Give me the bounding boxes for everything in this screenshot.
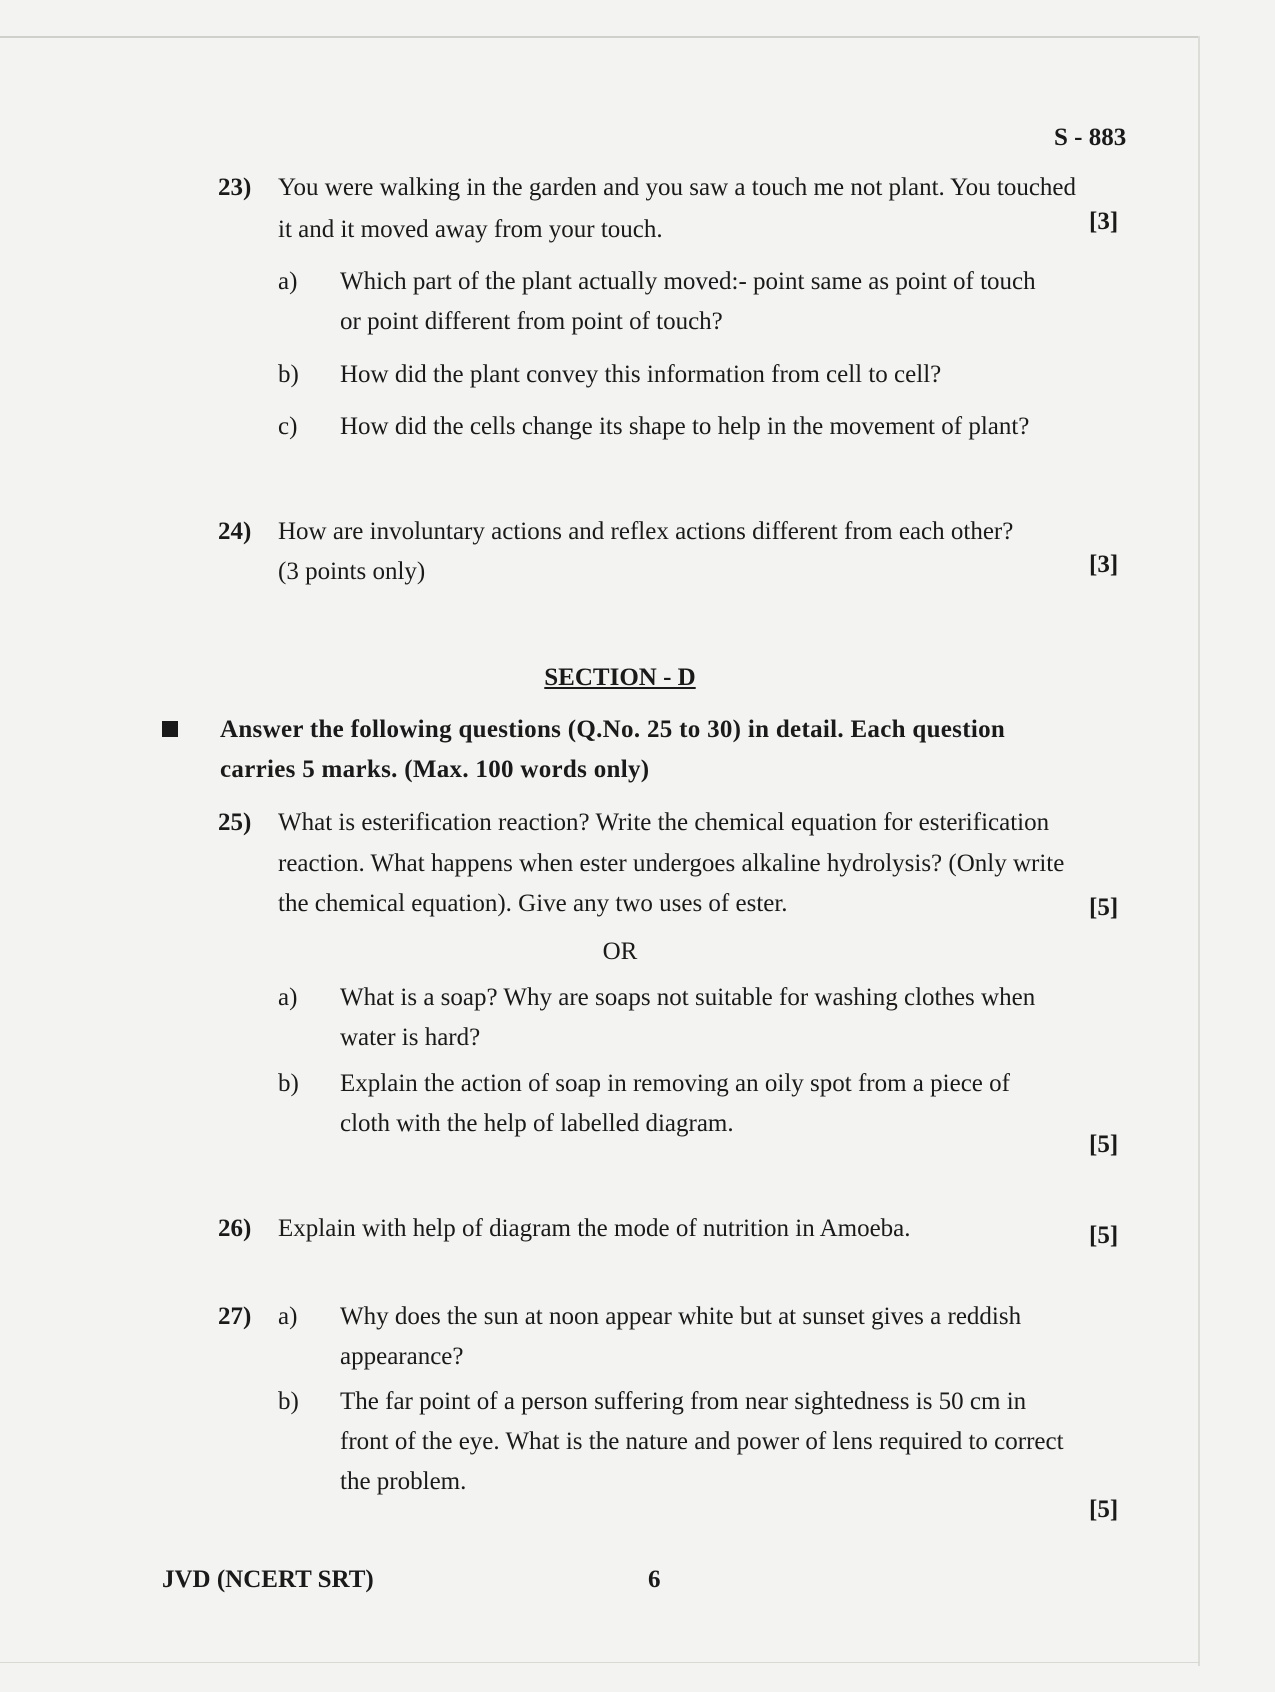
square-bullet-icon	[162, 721, 178, 737]
q25a-line2: water is hard?	[340, 1024, 481, 1051]
q27b-line1: The far point of a person suffering from near sightedness is 50 cm in	[340, 1388, 1027, 1415]
q25-marks: [5]	[1089, 894, 1119, 921]
q25-or-marks: [5]	[1089, 1131, 1119, 1158]
section-instructions-line2: carries 5 marks. (Max. 100 words only)	[220, 756, 650, 783]
q25a-line1: What is a soap? Why are soaps not suitable for washing clothes when	[340, 984, 1036, 1011]
q23c-label: c)	[278, 413, 298, 440]
q23a-line1: Which part of the plant actually moved:- point same as point of touch	[340, 268, 1036, 295]
q23-line1: You were walking in the garden and you saw a touch me not plant. You touched	[278, 174, 1077, 201]
q26-marks: [5]	[1089, 1222, 1119, 1249]
q25-line2: reaction. What happens when ester undergoes alkaline hydrolysis? (Only write	[278, 850, 1065, 877]
q25-number: 25)	[218, 809, 252, 836]
sheet-edge-right	[1198, 36, 1200, 1666]
q25b-line2: cloth with the help of labelled diagram.	[340, 1110, 734, 1137]
q25-line3: the chemical equation). Give any two uses of ester.	[278, 890, 788, 917]
q24-line2: (3 points only)	[278, 558, 426, 585]
footer-code: JVD (NCERT SRT)	[162, 1566, 374, 1593]
q23c-text: How did the cells change its shape to help in the movement of plant?	[340, 413, 1030, 440]
q25b-line1: Explain the action of soap in removing an oily spot from a piece of	[340, 1070, 1010, 1097]
q23a-line2: or point different from point of touch?	[340, 308, 723, 335]
q24-line1: How are involuntary actions and reflex actions different from each other?	[278, 518, 1014, 545]
q24-number: 24)	[218, 518, 252, 545]
q23b-text: How did the plant convey this information from cell to cell?	[340, 361, 942, 388]
q25-or: OR	[602, 938, 638, 965]
sheet-edge-top	[0, 36, 1200, 38]
q25a-label: a)	[278, 984, 298, 1011]
q27b-label: b)	[278, 1388, 299, 1415]
q26-text: Explain with help of diagram the mode of nutrition in Amoeba.	[278, 1215, 911, 1242]
q26-number: 26)	[218, 1215, 252, 1242]
q27-marks: [5]	[1089, 1496, 1119, 1523]
q27b-line2: front of the eye. What is the nature and power of lens required to correct	[340, 1428, 1064, 1455]
q27a-label: a)	[278, 1303, 298, 1330]
q24-marks: [3]	[1089, 551, 1119, 578]
q25b-label: b)	[278, 1070, 299, 1097]
section-title: SECTION - D	[544, 664, 696, 691]
q23a-label: a)	[278, 268, 298, 295]
q23b-label: b)	[278, 361, 299, 388]
paper-code: S - 883	[1054, 124, 1127, 151]
q25-line1: What is esterification reaction? Write the chemical equation for esterification	[278, 809, 1050, 836]
q27b-line3: the problem.	[340, 1468, 467, 1495]
section-instructions-line1: Answer the following questions (Q.No. 25 to 30) in detail. Each question	[220, 716, 1006, 743]
page-number: 6	[648, 1566, 661, 1593]
q27-number: 27)	[218, 1303, 252, 1330]
q23-number: 23)	[218, 174, 252, 201]
q23-line2: it and it moved away from your touch.	[278, 216, 663, 243]
sheet-edge-bottom	[0, 1662, 1200, 1663]
q27a-line1: Why does the sun at noon appear white but at sunset gives a reddish	[340, 1303, 1022, 1330]
q27a-line2: appearance?	[340, 1343, 464, 1370]
q23-marks: [3]	[1089, 208, 1119, 235]
